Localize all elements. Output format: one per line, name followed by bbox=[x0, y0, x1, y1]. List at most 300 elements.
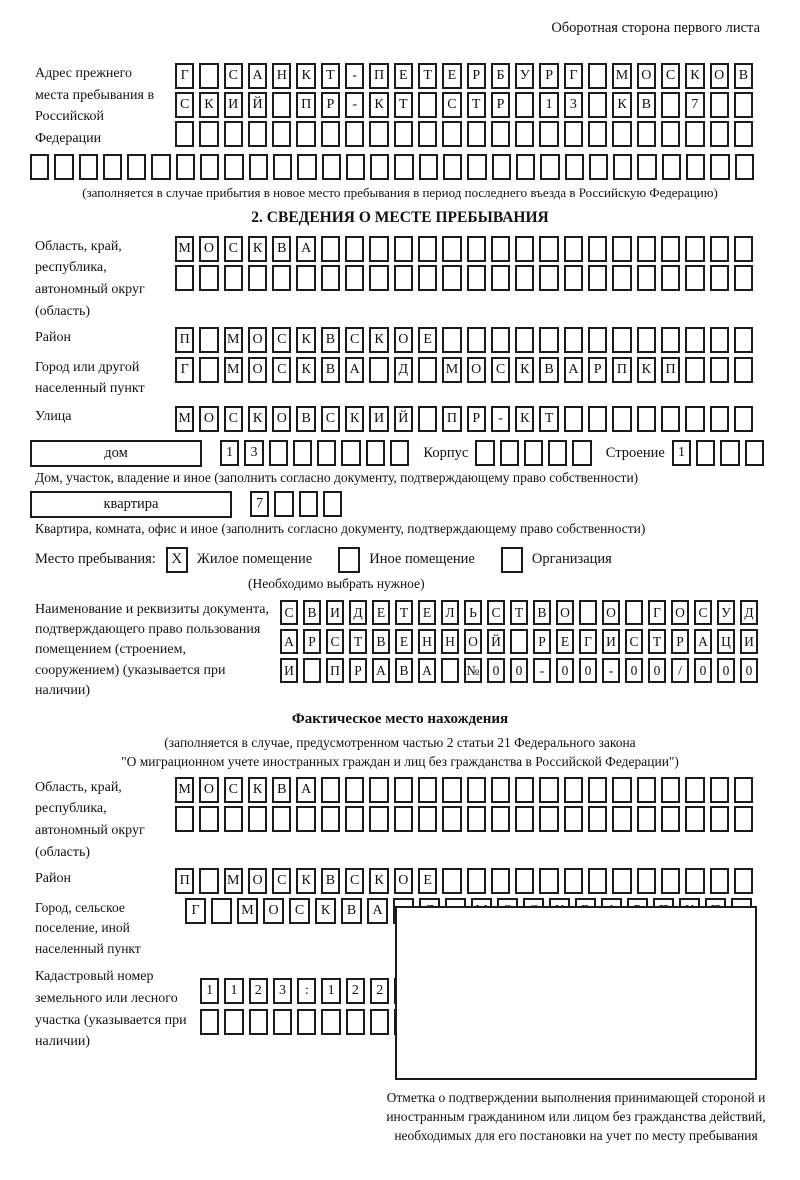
char-cell[interactable]: Й bbox=[394, 406, 413, 432]
char-cell[interactable]: В bbox=[272, 777, 291, 803]
char-cell[interactable] bbox=[588, 92, 607, 118]
char-cell[interactable]: М bbox=[224, 357, 243, 383]
char-cell[interactable] bbox=[370, 154, 389, 180]
char-cell[interactable]: 1 bbox=[200, 978, 219, 1004]
char-cell[interactable] bbox=[492, 154, 511, 180]
prev-address-row-3[interactable] bbox=[175, 121, 753, 147]
char-cell[interactable] bbox=[588, 63, 607, 89]
char-cell[interactable]: К bbox=[315, 898, 336, 924]
char-cell[interactable]: М bbox=[237, 898, 258, 924]
char-cell[interactable] bbox=[710, 868, 729, 894]
char-cell[interactable] bbox=[661, 92, 680, 118]
char-cell[interactable] bbox=[515, 327, 534, 353]
char-cell[interactable] bbox=[661, 236, 680, 262]
char-cell[interactable] bbox=[491, 327, 510, 353]
char-cell[interactable] bbox=[199, 265, 218, 291]
char-cell[interactable] bbox=[539, 777, 558, 803]
char-cell[interactable]: С bbox=[280, 600, 298, 625]
char-cell[interactable] bbox=[418, 265, 437, 291]
char-cell[interactable] bbox=[612, 236, 631, 262]
char-cell[interactable] bbox=[515, 92, 534, 118]
char-cell[interactable] bbox=[369, 121, 388, 147]
char-cell[interactable] bbox=[637, 806, 656, 832]
korpus-cells[interactable] bbox=[475, 440, 591, 466]
char-cell[interactable] bbox=[491, 265, 510, 291]
char-cell[interactable] bbox=[467, 327, 486, 353]
char-cell[interactable] bbox=[475, 440, 494, 466]
char-cell[interactable] bbox=[734, 265, 753, 291]
char-cell[interactable] bbox=[175, 806, 194, 832]
char-cell[interactable] bbox=[491, 868, 510, 894]
char-cell[interactable]: К bbox=[369, 868, 388, 894]
char-cell[interactable]: А bbox=[296, 777, 315, 803]
char-cell[interactable] bbox=[491, 121, 510, 147]
char-cell[interactable]: И bbox=[740, 629, 758, 654]
char-cell[interactable] bbox=[637, 154, 656, 180]
char-cell[interactable] bbox=[710, 406, 729, 432]
char-cell[interactable] bbox=[321, 121, 340, 147]
char-cell[interactable] bbox=[734, 92, 753, 118]
char-cell[interactable] bbox=[564, 265, 583, 291]
char-cell[interactable] bbox=[524, 440, 543, 466]
char-cell[interactable]: П bbox=[326, 658, 344, 683]
char-cell[interactable] bbox=[720, 440, 739, 466]
char-cell[interactable]: Т bbox=[395, 600, 413, 625]
char-cell[interactable] bbox=[224, 121, 243, 147]
char-cell[interactable] bbox=[272, 92, 291, 118]
char-cell[interactable] bbox=[273, 1009, 292, 1035]
char-cell[interactable] bbox=[30, 154, 49, 180]
char-cell[interactable]: О bbox=[199, 406, 218, 432]
char-cell[interactable] bbox=[199, 868, 218, 894]
char-cell[interactable] bbox=[548, 440, 567, 466]
char-cell[interactable]: А bbox=[372, 658, 390, 683]
char-cell[interactable]: В bbox=[395, 658, 413, 683]
char-cell[interactable]: Н bbox=[418, 629, 436, 654]
char-cell[interactable] bbox=[369, 806, 388, 832]
char-cell[interactable] bbox=[565, 154, 584, 180]
char-cell[interactable] bbox=[661, 265, 680, 291]
checkbox-zhiloe[interactable]: X bbox=[166, 547, 188, 573]
char-cell[interactable]: О bbox=[710, 63, 729, 89]
char-cell[interactable] bbox=[612, 121, 631, 147]
char-cell[interactable]: С bbox=[272, 327, 291, 353]
char-cell[interactable] bbox=[685, 327, 704, 353]
char-cell[interactable] bbox=[710, 327, 729, 353]
char-cell[interactable] bbox=[625, 600, 643, 625]
char-cell[interactable]: М bbox=[442, 357, 461, 383]
char-cell[interactable]: 2 bbox=[249, 978, 268, 1004]
char-cell[interactable]: 0 bbox=[625, 658, 643, 683]
char-cell[interactable] bbox=[588, 327, 607, 353]
char-cell[interactable]: Р bbox=[671, 629, 689, 654]
prev-address-row-2[interactable] bbox=[175, 92, 753, 118]
char-cell[interactable]: С bbox=[326, 629, 344, 654]
char-cell[interactable] bbox=[443, 154, 462, 180]
char-cell[interactable]: Г bbox=[579, 629, 597, 654]
char-cell[interactable]: П bbox=[369, 63, 388, 89]
char-cell[interactable] bbox=[685, 121, 704, 147]
prev-address-row-1[interactable] bbox=[175, 63, 753, 89]
char-cell[interactable] bbox=[394, 121, 413, 147]
char-cell[interactable] bbox=[734, 327, 753, 353]
char-cell[interactable] bbox=[685, 868, 704, 894]
char-cell[interactable]: - bbox=[345, 92, 364, 118]
char-cell[interactable] bbox=[515, 868, 534, 894]
char-cell[interactable]: В bbox=[321, 357, 340, 383]
char-cell[interactable]: С bbox=[272, 357, 291, 383]
char-cell[interactable] bbox=[710, 357, 729, 383]
char-cell[interactable]: С bbox=[625, 629, 643, 654]
char-cell[interactable]: А bbox=[345, 357, 364, 383]
char-cell[interactable] bbox=[612, 868, 631, 894]
char-cell[interactable]: В bbox=[341, 898, 362, 924]
char-cell[interactable] bbox=[272, 806, 291, 832]
char-cell[interactable]: М bbox=[224, 327, 243, 353]
char-cell[interactable]: 0 bbox=[579, 658, 597, 683]
char-cell[interactable]: А bbox=[248, 63, 267, 89]
char-cell[interactable] bbox=[734, 236, 753, 262]
char-cell[interactable] bbox=[696, 440, 715, 466]
char-cell[interactable] bbox=[418, 406, 437, 432]
char-cell[interactable] bbox=[613, 154, 632, 180]
char-cell[interactable] bbox=[579, 600, 597, 625]
char-cell[interactable]: - bbox=[533, 658, 551, 683]
char-cell[interactable]: С bbox=[661, 63, 680, 89]
char-cell[interactable]: Н bbox=[272, 63, 291, 89]
char-cell[interactable] bbox=[442, 121, 461, 147]
char-cell[interactable] bbox=[79, 154, 98, 180]
char-cell[interactable] bbox=[467, 121, 486, 147]
char-cell[interactable] bbox=[637, 327, 656, 353]
char-cell[interactable] bbox=[467, 868, 486, 894]
char-cell[interactable] bbox=[734, 868, 753, 894]
char-cell[interactable]: Д bbox=[349, 600, 367, 625]
char-cell[interactable] bbox=[467, 154, 486, 180]
char-cell[interactable]: П bbox=[442, 406, 461, 432]
char-cell[interactable] bbox=[248, 806, 267, 832]
char-cell[interactable] bbox=[151, 154, 170, 180]
char-cell[interactable] bbox=[418, 357, 437, 383]
char-cell[interactable] bbox=[322, 154, 341, 180]
char-cell[interactable]: С bbox=[442, 92, 461, 118]
char-cell[interactable] bbox=[248, 121, 267, 147]
char-cell[interactable]: 1 bbox=[321, 978, 340, 1004]
char-cell[interactable] bbox=[539, 265, 558, 291]
char-cell[interactable] bbox=[272, 265, 291, 291]
char-cell[interactable] bbox=[297, 1009, 316, 1035]
char-cell[interactable]: М bbox=[175, 406, 194, 432]
char-cell[interactable]: Е bbox=[372, 600, 390, 625]
char-cell[interactable] bbox=[127, 154, 146, 180]
char-cell[interactable] bbox=[441, 658, 459, 683]
char-cell[interactable]: Г bbox=[175, 357, 194, 383]
char-cell[interactable] bbox=[515, 236, 534, 262]
fact-raion-row[interactable] bbox=[175, 868, 753, 894]
char-cell[interactable]: С bbox=[345, 327, 364, 353]
char-cell[interactable]: Е bbox=[418, 327, 437, 353]
char-cell[interactable] bbox=[341, 440, 360, 466]
fact-oblast-row-1[interactable] bbox=[175, 777, 753, 803]
char-cell[interactable] bbox=[515, 806, 534, 832]
char-cell[interactable]: С bbox=[345, 868, 364, 894]
char-cell[interactable] bbox=[293, 440, 312, 466]
char-cell[interactable] bbox=[710, 265, 729, 291]
char-cell[interactable]: 1 bbox=[224, 978, 243, 1004]
char-cell[interactable]: С bbox=[491, 357, 510, 383]
char-cell[interactable]: К bbox=[612, 92, 631, 118]
ulitsa-row[interactable] bbox=[175, 406, 753, 432]
char-cell[interactable] bbox=[685, 357, 704, 383]
char-cell[interactable] bbox=[685, 236, 704, 262]
char-cell[interactable]: К bbox=[296, 63, 315, 89]
char-cell[interactable]: 1 bbox=[539, 92, 558, 118]
char-cell[interactable] bbox=[539, 121, 558, 147]
char-cell[interactable]: О bbox=[263, 898, 284, 924]
char-cell[interactable]: Й bbox=[487, 629, 505, 654]
char-cell[interactable] bbox=[370, 1009, 389, 1035]
char-cell[interactable] bbox=[199, 806, 218, 832]
char-cell[interactable] bbox=[564, 777, 583, 803]
char-cell[interactable] bbox=[394, 806, 413, 832]
char-cell[interactable]: 0 bbox=[717, 658, 735, 683]
char-cell[interactable] bbox=[588, 777, 607, 803]
char-cell[interactable]: Ь bbox=[464, 600, 482, 625]
char-cell[interactable]: Е bbox=[556, 629, 574, 654]
checkbox-org[interactable] bbox=[501, 547, 523, 573]
fact-oblast-row-2[interactable] bbox=[175, 806, 753, 832]
char-cell[interactable] bbox=[637, 777, 656, 803]
char-cell[interactable] bbox=[612, 327, 631, 353]
char-cell[interactable]: Е bbox=[395, 629, 413, 654]
char-cell[interactable]: С bbox=[224, 63, 243, 89]
char-cell[interactable] bbox=[734, 806, 753, 832]
char-cell[interactable]: П bbox=[661, 357, 680, 383]
char-cell[interactable] bbox=[685, 265, 704, 291]
char-cell[interactable] bbox=[394, 154, 413, 180]
doc-row-3[interactable] bbox=[280, 658, 758, 683]
doc-row-1[interactable] bbox=[280, 600, 758, 625]
char-cell[interactable] bbox=[272, 121, 291, 147]
char-cell[interactable] bbox=[637, 868, 656, 894]
oblast-row-1[interactable] bbox=[175, 236, 753, 262]
char-cell[interactable]: - bbox=[491, 406, 510, 432]
char-cell[interactable]: С bbox=[175, 92, 194, 118]
char-cell[interactable]: 1 bbox=[220, 440, 239, 466]
char-cell[interactable] bbox=[54, 154, 73, 180]
char-cell[interactable] bbox=[442, 327, 461, 353]
char-cell[interactable] bbox=[612, 806, 631, 832]
char-cell[interactable]: А bbox=[296, 236, 315, 262]
char-cell[interactable]: В bbox=[303, 600, 321, 625]
char-cell[interactable]: О bbox=[671, 600, 689, 625]
char-cell[interactable]: В bbox=[533, 600, 551, 625]
char-cell[interactable] bbox=[710, 154, 729, 180]
char-cell[interactable] bbox=[345, 806, 364, 832]
char-cell[interactable] bbox=[515, 777, 534, 803]
char-cell[interactable] bbox=[686, 154, 705, 180]
char-cell[interactable] bbox=[539, 806, 558, 832]
char-cell[interactable]: 0 bbox=[487, 658, 505, 683]
char-cell[interactable] bbox=[299, 491, 318, 517]
char-cell[interactable] bbox=[710, 92, 729, 118]
char-cell[interactable]: № bbox=[464, 658, 482, 683]
char-cell[interactable] bbox=[467, 236, 486, 262]
char-cell[interactable]: 3 bbox=[244, 440, 263, 466]
char-cell[interactable]: Ц bbox=[717, 629, 735, 654]
char-cell[interactable] bbox=[710, 236, 729, 262]
char-cell[interactable]: Т bbox=[394, 92, 413, 118]
char-cell[interactable] bbox=[500, 440, 519, 466]
oblast-row-2[interactable] bbox=[175, 265, 753, 291]
char-cell[interactable]: В bbox=[296, 406, 315, 432]
prev-address-row-4[interactable] bbox=[30, 154, 800, 180]
char-cell[interactable]: Т bbox=[539, 406, 558, 432]
char-cell[interactable] bbox=[321, 777, 340, 803]
char-cell[interactable]: С bbox=[272, 868, 291, 894]
gorod-row[interactable] bbox=[175, 357, 753, 383]
char-cell[interactable]: С bbox=[224, 236, 243, 262]
char-cell[interactable] bbox=[418, 777, 437, 803]
char-cell[interactable] bbox=[661, 121, 680, 147]
char-cell[interactable] bbox=[564, 406, 583, 432]
char-cell[interactable] bbox=[369, 265, 388, 291]
char-cell[interactable]: 0 bbox=[556, 658, 574, 683]
char-cell[interactable] bbox=[345, 236, 364, 262]
char-cell[interactable] bbox=[491, 236, 510, 262]
char-cell[interactable] bbox=[637, 406, 656, 432]
char-cell[interactable] bbox=[418, 236, 437, 262]
char-cell[interactable]: / bbox=[671, 658, 689, 683]
char-cell[interactable] bbox=[418, 92, 437, 118]
char-cell[interactable] bbox=[390, 440, 409, 466]
char-cell[interactable] bbox=[103, 154, 122, 180]
char-cell[interactable] bbox=[661, 777, 680, 803]
char-cell[interactable]: В bbox=[372, 629, 390, 654]
char-cell[interactable]: Г bbox=[185, 898, 206, 924]
char-cell[interactable]: 2 bbox=[346, 978, 365, 1004]
char-cell[interactable]: В bbox=[321, 868, 340, 894]
char-cell[interactable] bbox=[200, 1009, 219, 1035]
char-cell[interactable] bbox=[224, 1009, 243, 1035]
char-cell[interactable] bbox=[346, 1009, 365, 1035]
char-cell[interactable] bbox=[734, 357, 753, 383]
char-cell[interactable]: К bbox=[515, 406, 534, 432]
char-cell[interactable]: 0 bbox=[510, 658, 528, 683]
char-cell[interactable] bbox=[564, 236, 583, 262]
char-cell[interactable]: Р bbox=[539, 63, 558, 89]
raion-row[interactable] bbox=[175, 327, 753, 353]
char-cell[interactable] bbox=[661, 406, 680, 432]
char-cell[interactable]: Р bbox=[588, 357, 607, 383]
char-cell[interactable]: О bbox=[394, 327, 413, 353]
char-cell[interactable] bbox=[564, 806, 583, 832]
char-cell[interactable]: М bbox=[175, 777, 194, 803]
char-cell[interactable]: Р bbox=[533, 629, 551, 654]
char-cell[interactable] bbox=[467, 265, 486, 291]
char-cell[interactable] bbox=[249, 154, 268, 180]
char-cell[interactable]: - bbox=[345, 63, 364, 89]
char-cell[interactable] bbox=[588, 121, 607, 147]
char-cell[interactable]: Р bbox=[467, 63, 486, 89]
char-cell[interactable]: К bbox=[345, 406, 364, 432]
char-cell[interactable]: 0 bbox=[648, 658, 666, 683]
char-cell[interactable] bbox=[442, 236, 461, 262]
char-cell[interactable] bbox=[224, 265, 243, 291]
char-cell[interactable] bbox=[662, 154, 681, 180]
char-cell[interactable]: У bbox=[717, 600, 735, 625]
char-cell[interactable]: И bbox=[602, 629, 620, 654]
char-cell[interactable] bbox=[540, 154, 559, 180]
char-cell[interactable] bbox=[369, 236, 388, 262]
char-cell[interactable]: П bbox=[296, 92, 315, 118]
char-cell[interactable] bbox=[369, 777, 388, 803]
char-cell[interactable]: О bbox=[199, 777, 218, 803]
char-cell[interactable] bbox=[199, 327, 218, 353]
char-cell[interactable]: М bbox=[612, 63, 631, 89]
char-cell[interactable] bbox=[661, 868, 680, 894]
char-cell[interactable] bbox=[394, 236, 413, 262]
char-cell[interactable]: С bbox=[487, 600, 505, 625]
char-cell[interactable]: Л bbox=[441, 600, 459, 625]
char-cell[interactable]: И bbox=[280, 658, 298, 683]
char-cell[interactable] bbox=[572, 440, 591, 466]
char-cell[interactable] bbox=[467, 806, 486, 832]
char-cell[interactable] bbox=[345, 265, 364, 291]
char-cell[interactable] bbox=[539, 236, 558, 262]
char-cell[interactable]: В bbox=[539, 357, 558, 383]
char-cell[interactable]: И bbox=[224, 92, 243, 118]
char-cell[interactable] bbox=[419, 154, 438, 180]
char-cell[interactable]: - bbox=[602, 658, 620, 683]
char-cell[interactable] bbox=[661, 327, 680, 353]
char-cell[interactable]: 0 bbox=[694, 658, 712, 683]
char-cell[interactable]: Р bbox=[321, 92, 340, 118]
char-cell[interactable]: Д bbox=[394, 357, 413, 383]
char-cell[interactable]: А bbox=[418, 658, 436, 683]
char-cell[interactable]: П bbox=[612, 357, 631, 383]
char-cell[interactable]: О bbox=[199, 236, 218, 262]
char-cell[interactable]: К bbox=[637, 357, 656, 383]
char-cell[interactable] bbox=[564, 121, 583, 147]
char-cell[interactable] bbox=[224, 806, 243, 832]
char-cell[interactable]: И bbox=[369, 406, 388, 432]
char-cell[interactable]: Р bbox=[491, 92, 510, 118]
char-cell[interactable] bbox=[199, 357, 218, 383]
char-cell[interactable] bbox=[200, 154, 219, 180]
char-cell[interactable]: 0 bbox=[740, 658, 758, 683]
char-cell[interactable] bbox=[588, 806, 607, 832]
char-cell[interactable] bbox=[269, 440, 288, 466]
char-cell[interactable] bbox=[394, 265, 413, 291]
char-cell[interactable] bbox=[273, 154, 292, 180]
char-cell[interactable] bbox=[637, 121, 656, 147]
char-cell[interactable] bbox=[418, 121, 437, 147]
char-cell[interactable] bbox=[248, 265, 267, 291]
char-cell[interactable] bbox=[296, 265, 315, 291]
char-cell[interactable]: С bbox=[694, 600, 712, 625]
char-cell[interactable] bbox=[564, 868, 583, 894]
char-cell[interactable]: Т bbox=[510, 600, 528, 625]
char-cell[interactable]: Г bbox=[175, 63, 194, 89]
char-cell[interactable]: И bbox=[326, 600, 344, 625]
char-cell[interactable]: С bbox=[289, 898, 310, 924]
char-cell[interactable] bbox=[176, 154, 195, 180]
char-cell[interactable]: С bbox=[224, 777, 243, 803]
char-cell[interactable]: У bbox=[515, 63, 534, 89]
char-cell[interactable]: В bbox=[734, 63, 753, 89]
char-cell[interactable] bbox=[588, 868, 607, 894]
